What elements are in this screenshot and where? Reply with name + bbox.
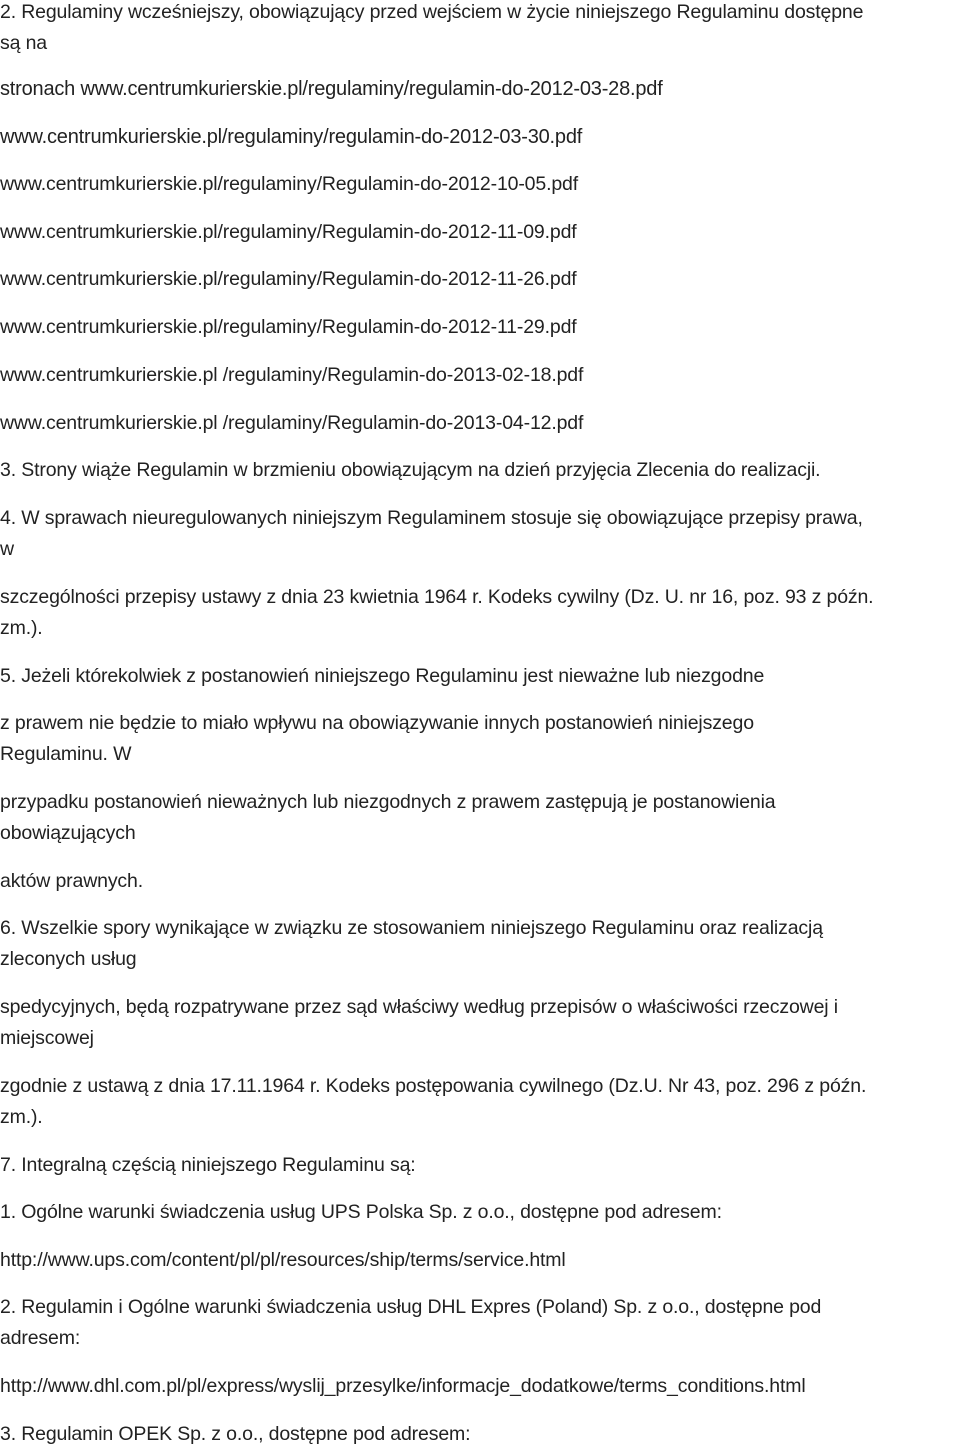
- text-line: Regulaminu. W: [0, 743, 132, 765]
- text-line: zm.).: [0, 617, 43, 639]
- text-line: 5. Jeżeli którekolwiek z postanowień niniejszego Regulaminu jest nieważne lub niezgodne: [0, 665, 765, 687]
- text-line: www.centrumkurierskie.pl/regulaminy/Regulamin-do-2012-11-29.pdf: [0, 316, 577, 338]
- text-line: www.centrumkurierskie.pl /regulaminy/Regulamin-do-2013-02-18.pdf: [0, 364, 584, 386]
- text-line: http://www.dhl.com.pl/pl/express/wyslij_przesylke/informacje_dodatkowe/terms_conditions.html: [0, 1375, 806, 1397]
- text-line: szczególności przepisy ustawy z dnia 23 kwietnia 1964 r. Kodeks cywilny (Dz. U. nr 16, poz. 93 z późn.: [0, 586, 874, 608]
- text-line: www.centrumkurierskie.pl/regulaminy/Regulamin-do-2012-10-05.pdf: [0, 173, 578, 195]
- text-line: 2. Regulamin i Ogólne warunki świadczenia usług DHL Expres (Poland) Sp. z o.o., dostępne pod: [0, 1296, 822, 1318]
- text-line: spedycyjnych, będą rozpatrywane przez sąd właściwy według przepisów o właściwości rzeczowej i: [0, 996, 838, 1018]
- text-line: 1. Ogólne warunki świadczenia usług UPS Polska Sp. z o.o., dostępne pod adresem:: [0, 1201, 722, 1223]
- text-line: www.centrumkurierskie.pl/regulaminy/Regulamin-do-2012-11-26.pdf: [0, 268, 577, 290]
- text-line: miejscowej: [0, 1027, 94, 1049]
- text-line: są na: [0, 32, 47, 54]
- text-line: stronach www.centrumkurierskie.pl/regulaminy/regulamin-do-2012-03-28.pdf: [0, 78, 663, 100]
- text-line: 6. Wszelkie spory wynikające w związku ze stosowaniem niniejszego Regulaminu oraz realizacją: [0, 917, 823, 939]
- text-line: zleconych usług: [0, 948, 137, 970]
- text-line: zm.).: [0, 1106, 43, 1128]
- text-line: aktów prawnych.: [0, 870, 143, 892]
- text-line: w: [0, 538, 14, 560]
- text-line: 4. W sprawach nieuregulowanych niniejszym Regulaminem stosuje się obowiązujące przepisy prawa,: [0, 507, 863, 529]
- text-line: www.centrumkurierskie.pl /regulaminy/Regulamin-do-2013-04-12.pdf: [0, 412, 584, 434]
- text-line: adresem:: [0, 1327, 81, 1349]
- text-line: 2. Regulaminy wcześniejszy, obowiązujący przed wejściem w życie niniejszego Regulaminu dostępne: [0, 1, 864, 23]
- text-line: zgodnie z ustawą z dnia 17.11.1964 r. Kodeks postępowania cywilnego (Dz.U. Nr 43, poz. 296 z późn.: [0, 1075, 867, 1097]
- text-line: z prawem nie będzie to miało wpływu na obowiązywanie innych postanowień niniejszego: [0, 712, 754, 734]
- text-line: 3. Strony wiąże Regulamin w brzmieniu obowiązującym na dzień przyjęcia Zlecenia do realizacji.: [0, 459, 821, 481]
- text-line: www.centrumkurierskie.pl/regulaminy/regulamin-do-2012-03-30.pdf: [0, 126, 583, 148]
- text-line: przypadku postanowień nieważnych lub niezgodnych z prawem zastępują je postanowienia: [0, 791, 776, 813]
- text-line: 3. Regulamin OPEK Sp. z o.o., dostępne pod adresem:: [0, 1423, 471, 1445]
- text-line: 7. Integralną częścią niniejszego Regulaminu są:: [0, 1154, 416, 1176]
- text-line: http://www.ups.com/content/pl/pl/resources/ship/terms/service.html: [0, 1249, 566, 1271]
- text-line: www.centrumkurierskie.pl/regulaminy/Regulamin-do-2012-11-09.pdf: [0, 221, 577, 243]
- text-line: obowiązujących: [0, 822, 136, 844]
